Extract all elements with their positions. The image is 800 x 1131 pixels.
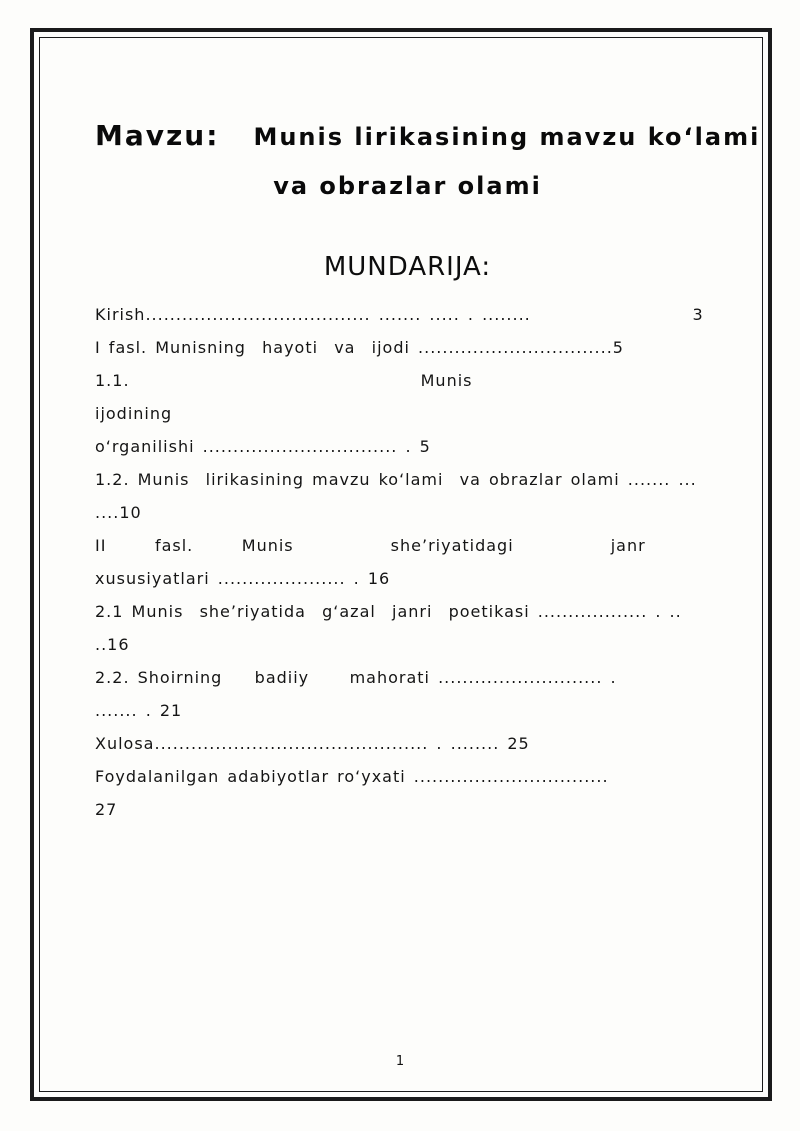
toc-line: ....10 bbox=[95, 503, 142, 522]
toc-line: 2.1 Munis she’riyatida g‘azal janri poetikasi .................. . .. bbox=[95, 602, 682, 621]
toc-line: o‘rganilishi ................................ . 5 bbox=[95, 437, 431, 456]
document-title bbox=[95, 112, 761, 210]
toc-list bbox=[95, 298, 764, 826]
toc-heading: MUNDARIJA: bbox=[323, 252, 492, 282]
toc-line: 1.2. Munis lirikasining mavzu ko‘lami va obrazlar olami ....... ... bbox=[95, 470, 697, 489]
toc-line: xususiyatlari ..................... . 16 bbox=[95, 569, 391, 588]
toc-line: 1.1. Munis ijodining bbox=[95, 371, 764, 423]
page-content bbox=[95, 0, 764, 826]
title-text-line1: Munis lirikasining mavzu ko‘lami bbox=[253, 123, 761, 151]
toc-line: ..16 bbox=[95, 635, 130, 654]
toc-line: I fasl. Munisning hayoti va ijodi ................................5 bbox=[95, 338, 624, 357]
title-text-line2: va obrazlar olami bbox=[273, 172, 542, 200]
toc-line: Kirish..................................... ....... ..... . ........ 3 bbox=[95, 305, 704, 324]
toc-line: Foydalanilgan adabiyotlar ro‘yxati ................................ bbox=[95, 767, 609, 786]
toc-line: II fasl. Munis she’riyatidagi janr bbox=[95, 536, 646, 555]
toc-line: Xulosa............................................. . ........ 25 bbox=[95, 734, 530, 753]
title-line-1 bbox=[95, 112, 761, 163]
toc-line: 2.2. Shoirning badiiy mahorati ........................... . bbox=[95, 668, 617, 687]
page-number: 1 bbox=[395, 1054, 405, 1069]
title-label: Mavzu: bbox=[95, 119, 220, 152]
toc-line: ....... . 21 bbox=[95, 701, 183, 720]
toc-line: 27 bbox=[95, 800, 118, 819]
